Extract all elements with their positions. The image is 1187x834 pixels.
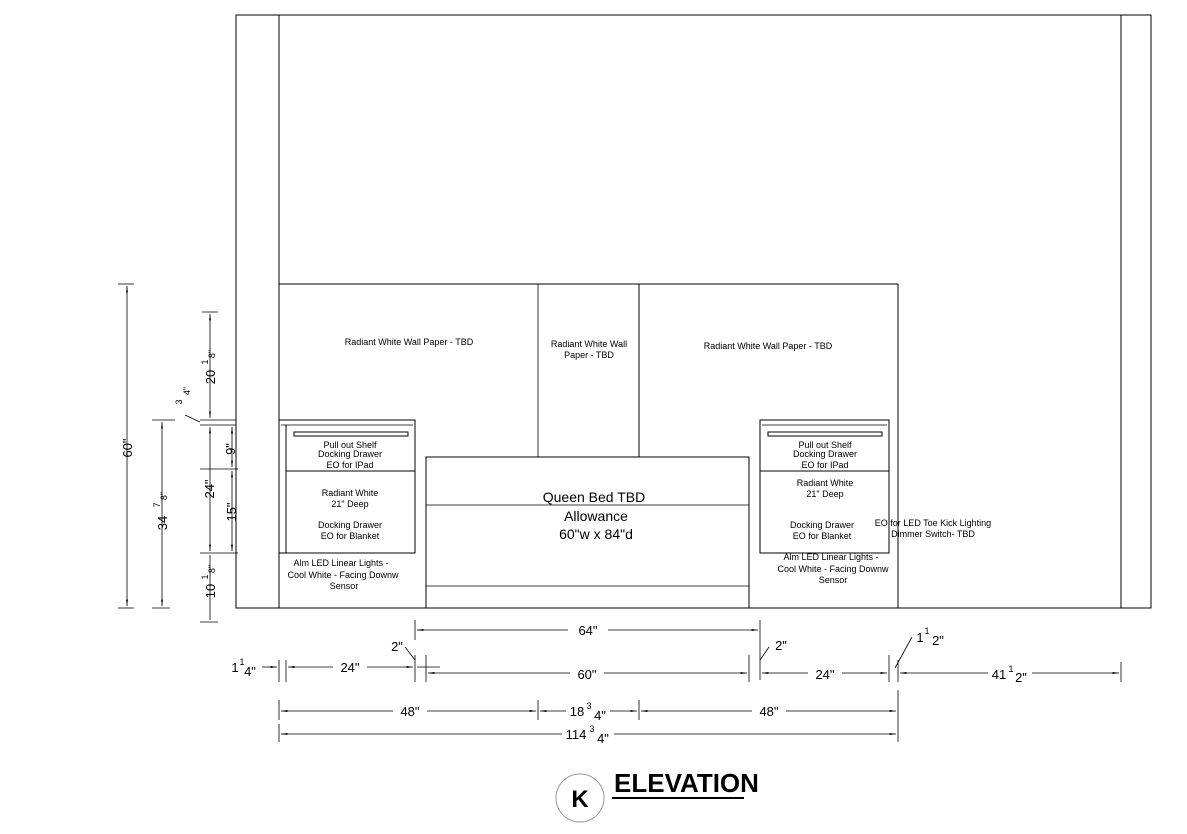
left-cab-label-2: 21" Deep xyxy=(331,499,369,509)
left-drawer-label-1: Pull out Shelf xyxy=(323,440,377,450)
left-led-label-1: Alm LED Linear Lights - xyxy=(293,558,389,568)
center-wallpaper-label-1: Radiant White Wall xyxy=(550,339,628,349)
dim-64-label: 64" xyxy=(578,623,598,638)
dim-15-label: 15" xyxy=(224,502,239,522)
right-docking-label-2: EO for Blanket xyxy=(792,531,852,541)
vertical-dimensions xyxy=(118,284,238,622)
dim-3-4-n: 3 xyxy=(174,399,184,405)
dim-48-left-label: 48" xyxy=(400,704,420,719)
toe-kick-label-2: Dimmer Switch- TBD xyxy=(891,529,975,539)
right-cab-label-1: Radiant White xyxy=(796,478,854,488)
bed-allowance: Allowance xyxy=(564,508,628,524)
dim-34-label: 34 xyxy=(155,515,170,531)
dim-2-left-label: 2" xyxy=(391,639,403,654)
dim-24-label: 24" xyxy=(202,479,217,499)
dim-24-right-label: 24" xyxy=(815,667,835,682)
dim-10-frac-d: 8" xyxy=(207,564,217,574)
left-drawer-label-3: EO for IPad xyxy=(326,460,374,470)
right-led-label-3: Sensor xyxy=(818,575,848,585)
dim-41-n: 1 xyxy=(1008,664,1014,674)
left-led-label-2: Cool White - Facing Downw xyxy=(287,570,399,580)
dim-3-4-d: 4" xyxy=(182,386,192,396)
left-cab-label-1: Radiant White xyxy=(321,488,379,498)
right-led-label-1: Alm LED Linear Lights - xyxy=(783,552,879,562)
dim-total-d: 4" xyxy=(597,731,609,746)
title-block-label: K xyxy=(571,786,589,813)
right-drawer-label-3: EO for IPad xyxy=(801,460,849,470)
dim-60-horizontal-label: 60" xyxy=(577,667,597,682)
dim-20-frac-n: 1 xyxy=(200,359,210,365)
dim-34-frac-d: 8" xyxy=(159,491,169,501)
left-docking-label-2: EO for Blanket xyxy=(320,531,380,541)
left-drawer-label-2: Docking Drawer xyxy=(317,449,383,459)
dim-18-label: 18 xyxy=(569,704,585,719)
dim-9-label: 9" xyxy=(223,443,238,455)
right-led-label-2: Cool White - Facing Downw xyxy=(777,564,889,574)
dim-total-label: 114 xyxy=(565,727,587,742)
elevation-title: ELEVATION xyxy=(614,768,759,798)
right-wallpaper-label: Radiant White Wall Paper - TBD xyxy=(703,341,833,351)
dim-1-1-4-d: 4" xyxy=(244,664,256,679)
left-wallpaper-label: Radiant White Wall Paper - TBD xyxy=(344,337,474,347)
dim-41-label: 41 xyxy=(991,667,1007,682)
dim-2-right-label: 2" xyxy=(775,638,787,653)
dim-10-frac-n: 1 xyxy=(200,574,210,580)
dim-18-n: 3 xyxy=(586,701,592,711)
left-docking-label-1: Docking Drawer xyxy=(317,520,383,530)
right-drawer-label-2: Docking Drawer xyxy=(792,449,858,459)
dim-total-n: 3 xyxy=(589,724,595,734)
dim-half-d: 2" xyxy=(932,633,944,648)
toe-kick-label-1: EO for LED Toe Kick Lighting xyxy=(874,518,992,528)
dim-10-label: 10 xyxy=(203,583,218,599)
left-led-label-3: Sensor xyxy=(329,581,359,591)
right-cab-label-2: 21" Deep xyxy=(806,489,844,499)
dim-1-1-4-whole: 1 xyxy=(231,660,239,675)
dim-20-label: 20 xyxy=(203,369,218,385)
bed-title: Queen Bed TBD xyxy=(542,489,646,505)
dim-48-right-label: 48" xyxy=(759,704,779,719)
dim-60-label: 60" xyxy=(120,438,135,458)
dim-half-whole: 1 xyxy=(916,630,924,645)
center-wallpaper-label-2: Paper - TBD xyxy=(564,350,614,360)
dim-20-frac-d: 8" xyxy=(207,349,217,359)
dim-half-n: 1 xyxy=(924,626,930,636)
dim-18-d: 4" xyxy=(594,708,606,723)
bed-size: 60"w x 84"d xyxy=(559,526,633,542)
dim-41-d: 2" xyxy=(1015,670,1027,685)
right-docking-label-1: Docking Drawer xyxy=(789,520,855,530)
right-drawer-label-1: Pull out Shelf xyxy=(798,440,852,450)
dim-1-1-4-n: 1 xyxy=(239,657,245,667)
dim-34-frac-n: 7 xyxy=(152,502,162,508)
dim-24-left-label: 24" xyxy=(340,660,360,675)
